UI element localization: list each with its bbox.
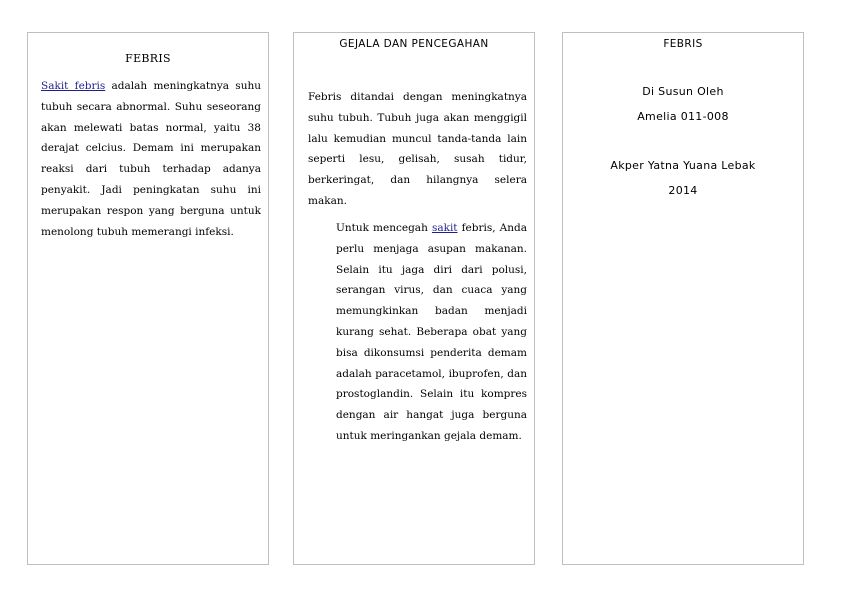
- definition-text: adalah meningkatnya suhu tubuh secara abnormal. Suhu seseorang akan melewati batas normal, yaitu 38 derajat celcius. Demam ini merupakan reaksi dari tubuh terhadap adanya penyakit. Jadi peningkatan suhu ini merupakan respon yang berguna untuk menolong tubuh memerangi infeksi.: [41, 80, 261, 238]
- prevention-text-rest: febris, Anda perlu menjaga asupan makanan. Selain itu jaga diri dari polusi, serangan virus, dan cuaca yang memungkinkan badan menjadi kurang sehat. Beberapa obat yang bisa dikonsumsi penderita demam adalah paracetamol, ibuprofen, dan prostoglandin. Selain itu kompres dengan air hangat juga berguna untuk meringankan gejala demam.: [336, 222, 527, 442]
- sakit-febris-link[interactable]: Sakit febris: [41, 80, 106, 92]
- panel-title: FEBRIS: [663, 38, 703, 50]
- panel-title: FEBRIS: [125, 52, 171, 65]
- brochure-panel-intro: [27, 32, 269, 565]
- publication-year: 2014: [668, 184, 698, 197]
- symptoms-paragraph: Febris ditandai dengan meningkatnya suhu tubuh. Tubuh juga akan menggigil lalu kemudian muncul tanda-tanda lain seperti lesu, gelisah, susah tidur, berkeringat, dan hilangnya selera makan.: [308, 91, 527, 207]
- prevention-text-start: Untuk mencegah: [336, 222, 432, 234]
- brochure-panel-cover: [562, 32, 804, 565]
- brochure-panel-symptoms: [293, 32, 535, 565]
- compiled-by-label: Di Susun Oleh: [642, 85, 724, 98]
- definition-paragraph: [41, 76, 261, 242]
- prevention-paragraph: [336, 218, 527, 447]
- institution-name: Akper Yatna Yuana Lebak: [610, 159, 756, 172]
- sakit-link[interactable]: sakit: [431, 222, 458, 234]
- author-name: Amelia 011-008: [637, 110, 729, 123]
- panel-title: GEJALA DAN PENCEGAHAN: [339, 38, 489, 50]
